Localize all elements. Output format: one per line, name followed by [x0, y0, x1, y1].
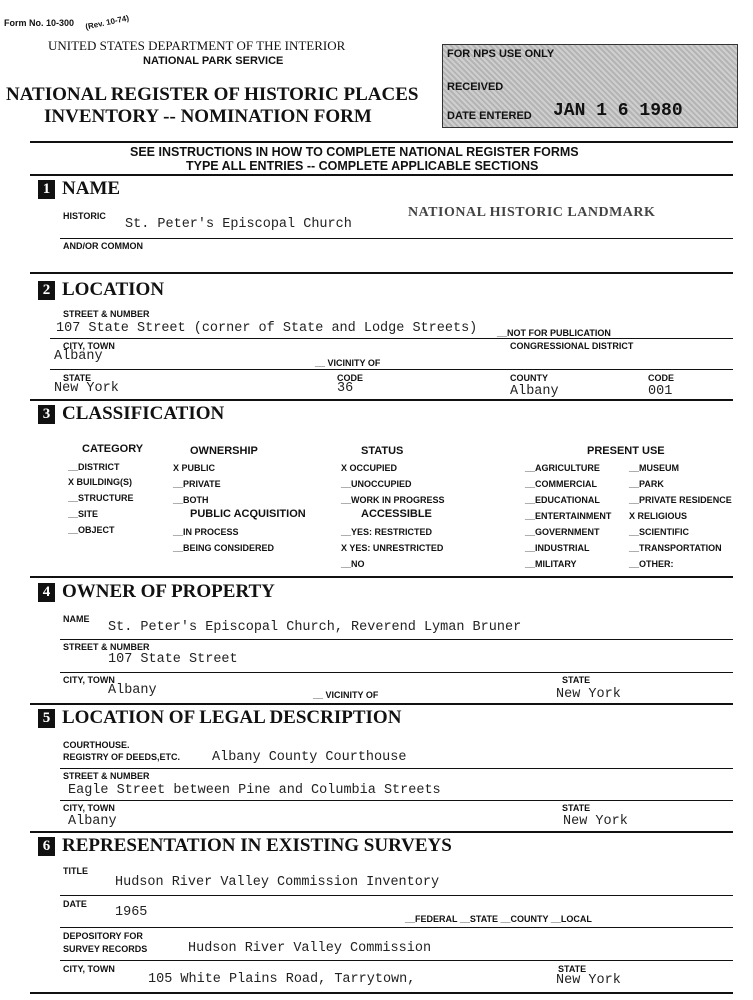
divider — [30, 399, 733, 401]
section-title-location: LOCATION — [62, 279, 165, 300]
section-title-classification: CLASSIFICATION — [62, 403, 225, 424]
section-title-legal-description: LOCATION OF LEGAL DESCRIPTION — [62, 707, 402, 728]
divider — [30, 174, 733, 176]
divider — [60, 895, 733, 896]
acquisition-in-process[interactable]: __IN PROCESS — [173, 527, 239, 537]
section-number-6: 6 — [38, 837, 55, 856]
landmark-stamp: NATIONAL HISTORIC LANDMARK — [408, 205, 656, 220]
owner-name-value[interactable]: St. Peter's Episcopal Church, Reverend Lyman Bruner — [108, 620, 522, 635]
use-religious[interactable]: X RELIGIOUS — [629, 511, 688, 521]
legal-state-value[interactable]: New York — [563, 814, 628, 829]
acquisition-being-considered[interactable]: __BEING CONSIDERED — [173, 543, 275, 553]
not-for-publication[interactable]: __NOT FOR PUBLICATION — [497, 328, 611, 338]
status-unoccupied[interactable]: __UNOCCUPIED — [341, 479, 412, 489]
divider — [60, 639, 733, 640]
category-buildings[interactable]: X BUILDING(S) — [68, 477, 132, 487]
legal-city-label: CITY, TOWN — [63, 803, 115, 813]
use-transportation[interactable]: __TRANSPORTATION — [629, 543, 722, 553]
divider — [60, 238, 733, 239]
divider — [60, 800, 733, 801]
status-heading: STATUS — [361, 445, 404, 457]
divider — [30, 831, 733, 833]
use-park[interactable]: __PARK — [629, 479, 664, 489]
street-value[interactable]: 107 State Street (corner of State and Lodge Streets) — [56, 321, 478, 336]
city-value[interactable]: Albany — [54, 349, 103, 364]
owner-state-value[interactable]: New York — [556, 687, 621, 702]
nps-use-box — [442, 44, 738, 128]
divider — [30, 576, 733, 578]
divider — [30, 992, 733, 994]
courthouse-value[interactable]: Albany County Courthouse — [212, 750, 407, 765]
ownership-private[interactable]: __PRIVATE — [173, 479, 221, 489]
owner-street-value[interactable]: 107 State Street — [108, 652, 238, 667]
nps-date-entered-value: JAN 1 6 1980 — [553, 101, 683, 121]
nps-received: RECEIVED — [447, 81, 504, 93]
code-value[interactable]: 36 — [337, 381, 354, 396]
survey-levels[interactable]: __FEDERAL __STATE __COUNTY __LOCAL — [405, 914, 592, 924]
use-scientific[interactable]: __SCIENTIFIC — [629, 527, 690, 537]
nps-date-entered-label: DATE ENTERED — [447, 110, 532, 122]
survey-records-label: SURVEY RECORDS — [63, 944, 148, 954]
ownership-heading: OWNERSHIP — [190, 445, 258, 457]
category-heading: CATEGORY — [82, 443, 144, 455]
nps-use-only: FOR NPS USE ONLY — [447, 48, 555, 60]
state-label: STATE — [63, 373, 92, 383]
category-district[interactable]: __DISTRICT — [68, 462, 120, 472]
public-acquisition-heading: PUBLIC ACQUISITION — [190, 508, 306, 520]
county-value[interactable]: Albany — [510, 384, 559, 399]
divider — [60, 927, 733, 928]
use-educational[interactable]: __EDUCATIONAL — [525, 495, 600, 505]
legal-state-label: STATE — [562, 803, 591, 813]
section-number-1: 1 — [38, 180, 55, 199]
vicinity-of[interactable]: __ VICINITY OF — [315, 358, 381, 368]
city-label: CITY, TOWN — [63, 341, 115, 351]
accessible-restricted[interactable]: __YES: RESTRICTED — [341, 527, 433, 537]
state-value[interactable]: New York — [54, 381, 119, 396]
historic-label: HISTORIC — [63, 211, 106, 221]
divider — [30, 703, 733, 705]
section-number-4: 4 — [38, 583, 55, 602]
depository-value[interactable]: Hudson River Valley Commission — [188, 941, 432, 956]
use-government[interactable]: __GOVERNMENT — [525, 527, 600, 537]
survey-date-label: DATE — [63, 899, 87, 909]
category-structure[interactable]: __STRUCTURE — [68, 493, 134, 503]
use-other[interactable]: __OTHER: — [629, 559, 674, 569]
survey-state-label: STATE — [558, 964, 587, 974]
status-occupied[interactable]: X OCCUPIED — [341, 463, 398, 473]
owner-state-label: STATE — [562, 675, 591, 685]
survey-title-value[interactable]: Hudson River Valley Commission Inventory — [115, 875, 440, 890]
accessible-heading: ACCESSIBLE — [361, 508, 432, 520]
instructions-line2: TYPE ALL ENTRIES -- COMPLETE APPLICABLE SECTIONS — [186, 159, 539, 173]
use-commercial[interactable]: __COMMERCIAL — [525, 479, 598, 489]
survey-state-value[interactable]: New York — [556, 973, 621, 988]
survey-title-label: TITLE — [63, 866, 88, 876]
county-label: COUNTY — [510, 373, 548, 383]
divider — [60, 960, 733, 961]
section-number-5: 5 — [38, 709, 55, 728]
code-label: CODE — [337, 373, 364, 383]
section-title-owner: OWNER OF PROPERTY — [62, 581, 275, 602]
divider — [60, 768, 733, 769]
section-title-name: NAME — [62, 178, 121, 199]
divider — [30, 272, 733, 274]
category-site[interactable]: __SITE — [68, 509, 99, 519]
common-label: AND/OR COMMON — [63, 241, 143, 251]
owner-street-label: STREET & NUMBER — [63, 642, 150, 652]
congressional-district-label: CONGRESSIONAL DISTRICT — [510, 341, 634, 351]
owner-vicinity-of[interactable]: __ VICINITY OF — [313, 690, 379, 700]
use-industrial[interactable]: __INDUSTRIAL — [525, 543, 590, 553]
county-code-label: CODE — [648, 373, 675, 383]
use-military[interactable]: __MILITARY — [525, 559, 577, 569]
registry-label: REGISTRY OF DEEDS,ETC. — [63, 752, 181, 762]
divider — [50, 369, 733, 370]
legal-city-value[interactable]: Albany — [68, 814, 117, 829]
survey-date-value[interactable]: 1965 — [115, 905, 148, 920]
legal-street-value[interactable]: Eagle Street between Pine and Columbia Streets — [68, 783, 441, 798]
form-number: Form No. 10-300 — [4, 18, 75, 28]
owner-name-label: NAME — [63, 614, 90, 624]
street-label: STREET & NUMBER — [63, 309, 150, 319]
accessible-unrestricted[interactable]: X YES: UNRESTRICTED — [341, 543, 444, 553]
ownership-both[interactable]: __BOTH — [173, 495, 209, 505]
department-name: UNITED STATES DEPARTMENT OF THE INTERIOR — [48, 38, 346, 53]
section-title-surveys: REPRESENTATION IN EXISTING SURVEYS — [62, 835, 452, 856]
form-title-line2: INVENTORY -- NOMINATION FORM — [44, 106, 372, 127]
category-object[interactable]: __OBJECT — [68, 525, 115, 535]
accessible-no[interactable]: __NO — [341, 559, 365, 569]
ownership-public[interactable]: X PUBLIC — [173, 463, 216, 473]
depository-label: DEPOSITORY FOR — [63, 931, 143, 941]
use-agriculture[interactable]: __AGRICULTURE — [525, 463, 600, 473]
divider — [60, 672, 733, 673]
county-code-value[interactable]: 001 — [648, 384, 673, 399]
section-number-2: 2 — [38, 281, 55, 300]
service-name: NATIONAL PARK SERVICE — [143, 55, 284, 67]
historic-value[interactable]: St. Peter's Episcopal Church — [125, 217, 352, 232]
divider — [30, 141, 733, 143]
courthouse-label: COURTHOUSE. — [63, 740, 130, 750]
survey-city-value[interactable]: 105 White Plains Road, Tarrytown, — [148, 972, 416, 987]
use-private-residence[interactable]: __PRIVATE RESIDENCE — [629, 495, 732, 505]
survey-city-label: CITY, TOWN — [63, 964, 115, 974]
form-title-line1: NATIONAL REGISTER OF HISTORIC PLACES — [6, 84, 419, 105]
use-entertainment[interactable]: __ENTERTAINMENT — [525, 511, 612, 521]
status-work-in-progress[interactable]: __WORK IN PROGRESS — [341, 495, 445, 505]
divider — [50, 338, 733, 339]
form-revision: (Rev. 10-74) — [84, 13, 130, 32]
owner-city-value[interactable]: Albany — [108, 683, 157, 698]
use-museum[interactable]: __MUSEUM — [629, 463, 680, 473]
owner-city-label: CITY, TOWN — [63, 675, 115, 685]
instructions-line1: SEE INSTRUCTIONS IN HOW TO COMPLETE NATIONAL REGISTER FORMS — [130, 145, 579, 159]
present-use-heading: PRESENT USE — [587, 445, 665, 457]
section-number-3: 3 — [38, 405, 55, 424]
legal-street-label: STREET & NUMBER — [63, 771, 150, 781]
